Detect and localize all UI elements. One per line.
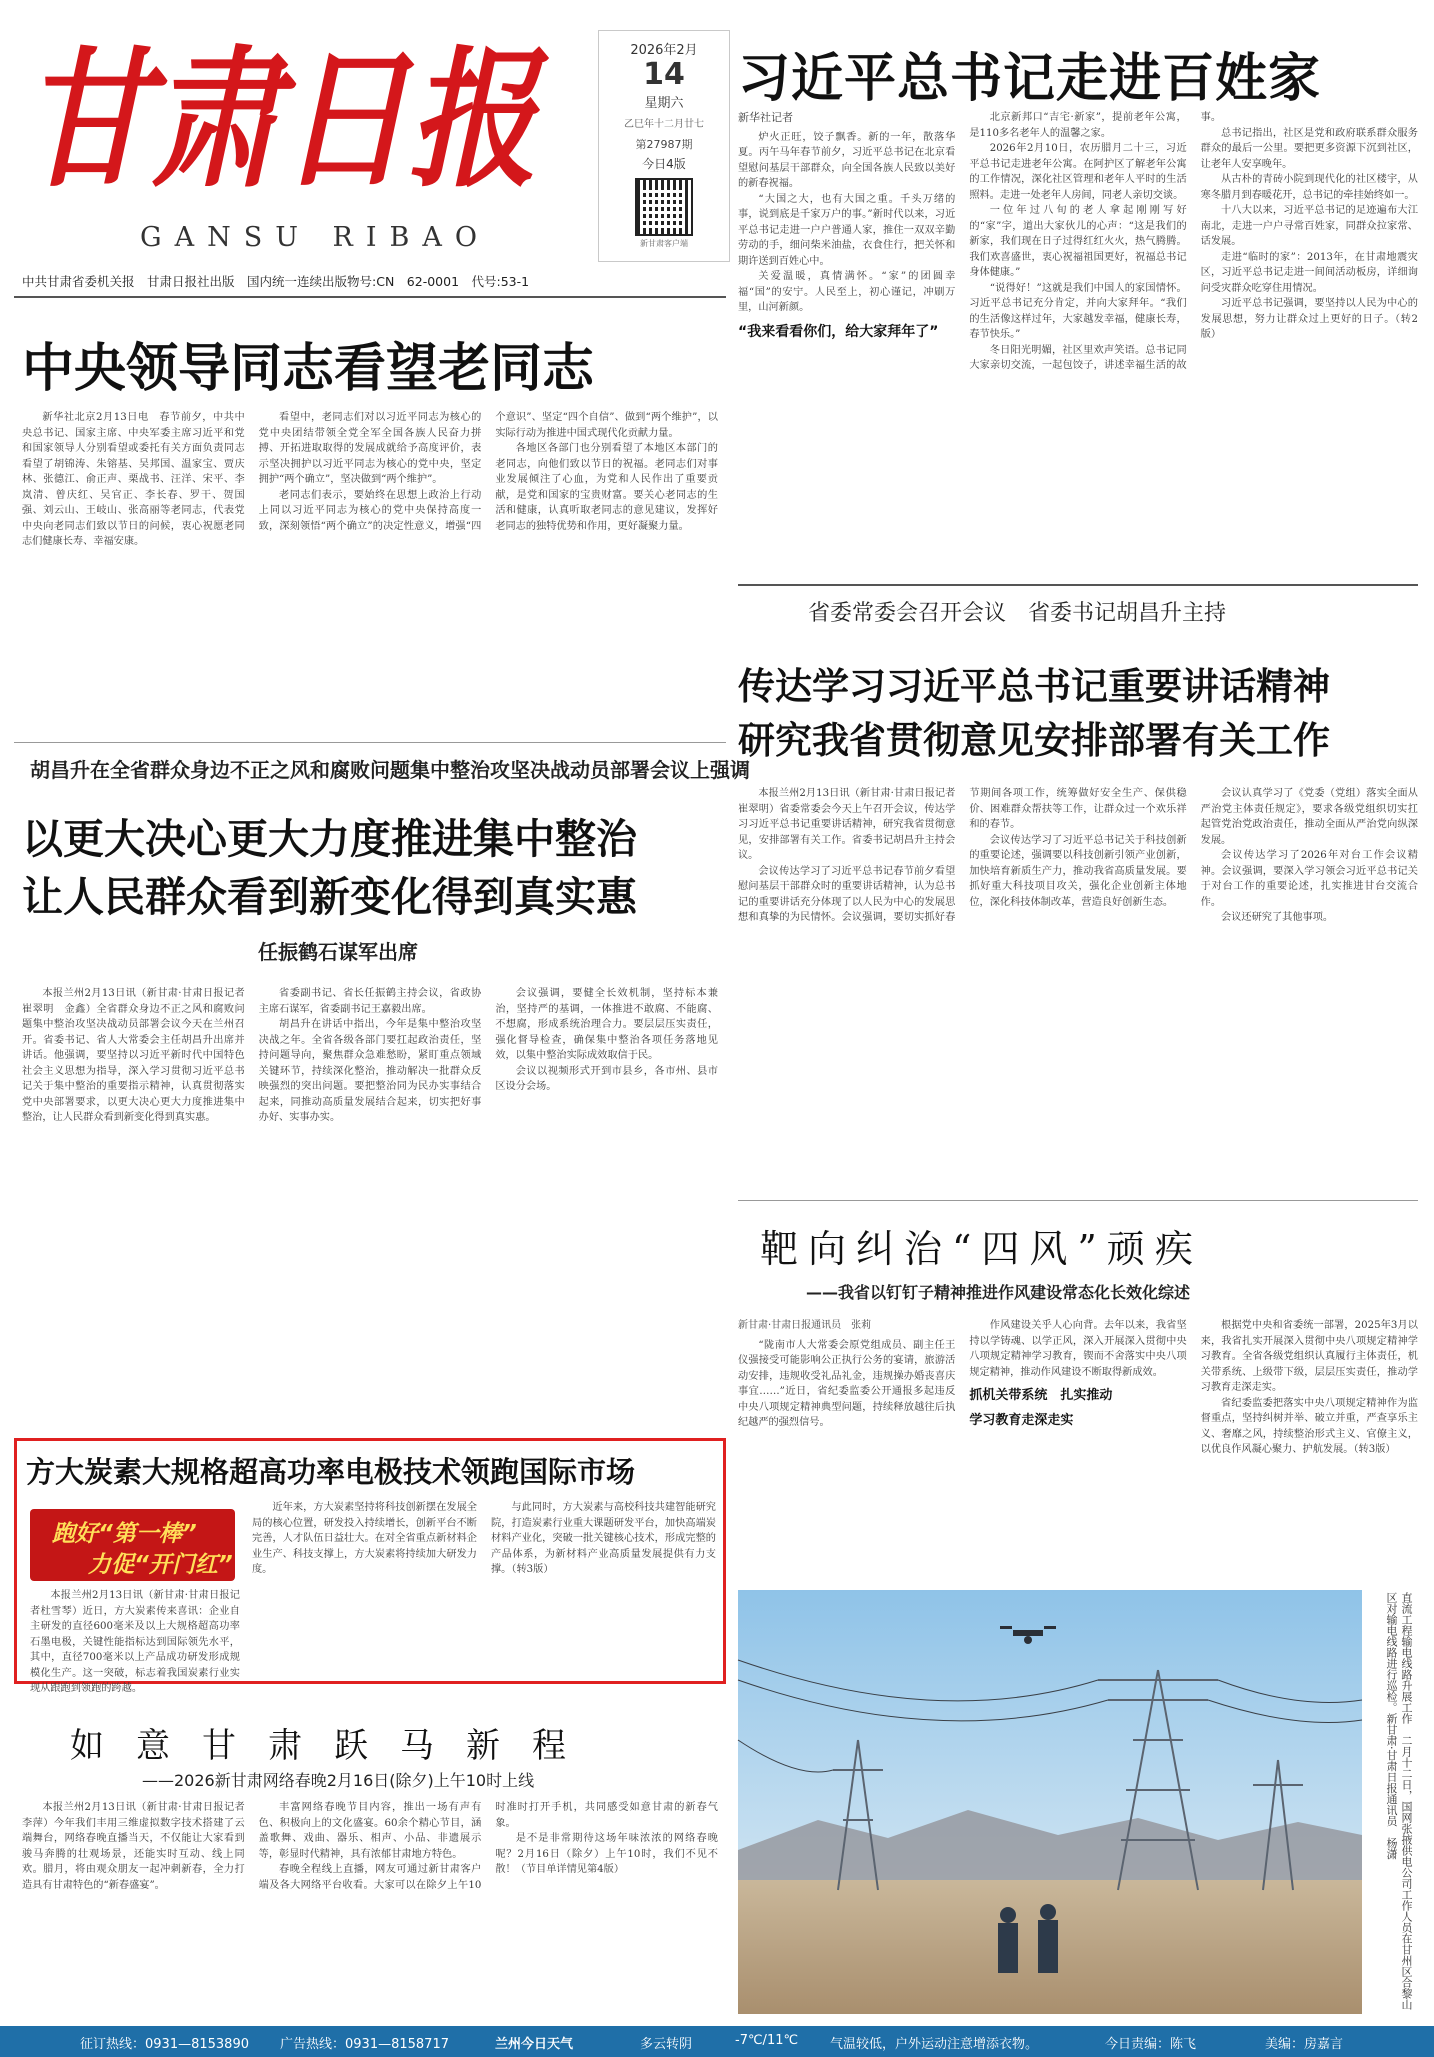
paragraph: 会议传达学习了2026年对台工作会议精神。会议强调，要深入学习领会习近平总书记关于对台工作的重要论述，扎实推进甘台交流合作。 — [1200, 850, 1418, 908]
lead-right-body — [738, 110, 1418, 576]
paragraph: 一位年过八旬的老人拿起刚刚写好的“家”字，道出大家伙儿的心声：“这是我们的新家，我们现在日子过得红红火火，热气腾腾。我们欢喜盛世，衷心祝福祖国更好，祝福总书记身体健康。” — [969, 205, 1187, 278]
page-count: 今日4版 — [642, 157, 686, 171]
divider — [738, 584, 1418, 586]
paragraph: 总书记指出，社区是党和政府联系群众服务群众的最后一公里。要把更多资源下沉到社区，让老年人安享晚年。 — [1200, 127, 1418, 170]
masthead-info-bar: 中共甘肃省委机关报 甘肃日报社出版 国内统一连续出版物号:CN 62-0001 代号:53-1 — [22, 274, 530, 289]
paragraph: 2026年2月10日，农历腊月二十三，习近平总书记走进老年公寓。在阿护区了解老年公寓的工作情况，深化社区管理和老年人平时的生活照料。走进一处老年人房间，同老人亲切交谈。 — [969, 143, 1187, 201]
divider — [14, 742, 726, 743]
logo-text: 甘肃日报 — [22, 32, 550, 208]
paragraph: 丰富网络春晚节目内容，推出一场有声有色、积极向上的文化盛宴。60余个精心节目，涵盖歌舞、戏曲、器乐、相声、小品、非遗展示等，彰显时代精神，具有浓郁甘肃地方特色。 — [258, 1802, 482, 1860]
paragraph: “大国之大，也有大国之重。千头万绪的事，说到底是千家万户的事。”新时代以来，习近平总书记走进一户户普通人家，推住一双双辛勤劳动的手，细问柴米油盐，衣食住行，把关怀和期许送到百姓心中。 — [738, 193, 956, 267]
paragraph: 习近平总书记强调，要坚持以人民为中心的发展思想，努力让群众过上更好的日子。（转2版） — [1200, 298, 1418, 340]
paragraph: 炉火正旺，饺子飘香。新的一年，散落华夏。丙午马年春节前夕，习近平总书记在北京看望慰问基层干部群众，向全国各族人民致以美好的新春祝福。 — [738, 131, 956, 189]
paragraph: 会议认真学习了《党委（党组）落实全面从严治党主体责任规定》，要求各级党组织切实扛起管党治党政治责任，推动全面从严治党向纵深发展。 — [1200, 788, 1418, 846]
paragraph: 会议传达学习了习近平总书记春节前夕看望慰问基层干部群众时的重要讲话精神，认为总书记的重要讲话充分体现了以人民为中心的发展思想和真挚的为民情怀。会议强调，要切实抓好春节期间各项工作，统筹做好安全生产、保供稳价、困难群众帮扶等工作，让群众过一个欢乐祥和的春节。 — [738, 788, 1187, 923]
paragraph: 会议强调，要健全长效机制，坚持标本兼治，坚持严的基调，一体推进不敢腐、不能腐、不想腐，形成系统治理合力。要层层压实责任，强化督导检查，确保集中整治各项任务落地见效，以集中整治实际成效取信于民。 — [495, 988, 718, 1061]
qr-label: 新甘肃客户端 — [640, 239, 688, 248]
central-kicker: 胡昌升在全省群众身边不正之风和腐败问题集中整治攻坚决战动员部署会议上强调 — [30, 758, 750, 782]
paragraph: 近年来，方大炭素坚持将科技创新摆在发展全局的核心位置，研发投入持续增长，创新平台不断完善，人才队伍日益壮大。在对全省重点新材料企业生产、科技支撑上，方大炭素将持续加大研发力度。 — [252, 1502, 477, 1575]
paragraph: 会议传达学习了习近平总书记关于科技创新的重要论述，强调要以科技创新引领产业创新，加快培育新质生产力，推动我省高质量发展。要抓好重大科技项目攻关，强化企业创新主体地位，深化科技体制改革，营造良好创新生态。 — [969, 834, 1187, 908]
paragraph: 省纪委监委把落实中央八项规定精神作为监督重点，坚持纠树并举、破立并重，严查享乐主义、奢靡之风，持续整治形式主义、官僚主义，以优良作风凝心聚力、护航发展。（转3版） — [1200, 1397, 1418, 1455]
paragraph: 关爱温暖，真情满怀。“家”的团圆幸福“国”的安宁。人民至上，初心谨记，冲刷万里，山河新颜。 — [738, 271, 956, 313]
footer-editor: 今日责编：陈飞 — [1105, 2037, 1197, 2052]
paragraph: 与此同时，方大炭素与高校科技共建智能研究院，打造炭素行业重大课题研发平台，加快高端炭材料产业化，突破一批关键核心技术，形成完整的产品体系，为新材料产业高质量发展提供有力支撑。（转3版） — [491, 1502, 716, 1575]
paragraph: “陇南市人大常委会原党组成员、副主任王仪强接受可能影响公正执行公务的宴请，旅游活动安排，违规收受礼品礼金，违规操办婚丧喜庆事宜……”近日，省纪委监委公开通报多起违反中央八项规定精神典型问题，持续释放越往后执纪越严的强烈信号。 — [738, 1339, 956, 1428]
badge-line-1: 跑好“第一棒” — [52, 1521, 197, 1547]
fourwinds-inset-2: 学习教育走深走实 — [969, 1413, 1074, 1428]
footer-tip: 气温较低，户外运动注意增添衣物。 — [830, 2037, 1039, 2052]
footer-temp: -7℃/11℃ — [735, 2033, 799, 2048]
paragraph: 北京新邦口“吉宅·新家”，提前老年公寓，是110多名老年人的温馨之家。 — [969, 112, 1187, 139]
footer-design: 美编：房嘉言 — [1265, 2037, 1344, 2052]
paragraph: “说得好！”这就是我们中国人的家国情怀。习近平总书记充分肯定，并向大家拜年。“我们的生活像这样过年，大家越发幸福，健康长寿，春节快乐。” — [969, 282, 1187, 340]
paragraph: 胡昌升在讲话中指出，今年是集中整治攻坚决战之年。全省各级各部门要扛起政治责任，坚持问题导向，聚焦群众急难愁盼，紧盯重点领域关键环节，持续深化整治，推动解决一批群众反映强烈的突出问题。要把整治同为民办实事结合起来，同推动高质量发展结合起来，切实把好事办好、实事办实。 — [258, 1019, 482, 1123]
paragraph: 本报兰州2月13日讯（新甘肃·甘肃日报记者李萍）今年我们丰用三维虚拟数字技术搭建了云端舞台，网络春晚直播当天，不仅能让大家看到骏马奔腾的壮观场景，还能实时互动、线上同欢。腊月，将由观众朋友一起冲刺新春，全力打造具有甘肃特色的“新春盛宴”。 — [22, 1802, 245, 1891]
footer-hotline: 征订热线：0931—8153890 — [80, 2037, 249, 2052]
newspaper-logo-icon — [22, 22, 550, 208]
committee-headline-1: 传达学习习近平总书记重要讲话精神 — [738, 665, 1330, 708]
footer-ad: 广告热线：0931—8158717 — [280, 2037, 449, 2052]
date-box — [598, 30, 730, 262]
footer-bar — [0, 2026, 1434, 2057]
fourwinds-body — [738, 1318, 1418, 1580]
committee-kicker: 省委常委会召开会议 省委书记胡昌升主持 — [808, 601, 1227, 626]
footer-weather-label: 兰州今日天气 — [495, 2037, 574, 2052]
central-subhead: 任振鹤石谋军出席 — [258, 940, 418, 964]
fourwinds-subhead: ——我省以钉钉子精神推进作风建设常态化长效化综述 — [806, 1283, 1191, 1302]
paragraph: 冬日阳光明媚，社区里欢声笑语。总书记同大家亲切交流，一起包饺子，讲述幸福生活的故事。 — [969, 112, 1222, 371]
paragraph: 新华社北京2月13日电 春节前夕，中共中央总书记、国家主席、中央军委主席习近平和党和国家领导人分别看望或委托有关方面负责同志看望了胡锦涛、朱镕基、吴邦国、温家宝、贾庆林、张德江、俞正声、栗战书、汪洋、宋平、李岚清、曾庆红、吴官正、李长春、罗干、贺国强、刘云山、王岐山、张高丽等老同志，代表党中央向老同志们致以节日的问候，衷心祝愿老同志们健康长寿、幸福安康。 — [22, 412, 245, 547]
paragraph: 会议以视频形式开到市县乡，各市州、县市区设分会场。 — [495, 1065, 718, 1092]
lead-left-body — [22, 410, 718, 710]
date-lunar: 乙巳年十二月廿七 — [624, 119, 704, 130]
power-line-photo-icon — [738, 1590, 1362, 2014]
first-baton-badge — [30, 1509, 235, 1581]
paragraph: 会议还研究了其他事项。 — [1221, 912, 1334, 923]
lead-right-headline: 习近平总书记走进百姓家 — [738, 49, 1322, 109]
paragraph: 省委副书记、省长任振鹤主持会议，省政协主席石谋军，省委副书记王嘉毅出席。 — [258, 988, 482, 1015]
paragraph: 走进“临时的家”：2013年，在甘肃地震灾区，习近平总书记走进一间间活动板房，详细询问受灾群众吃穿住用情况。 — [1200, 251, 1418, 294]
date-year-month: 2026年2月 — [630, 43, 698, 58]
carbon-body-lead — [30, 1588, 240, 1694]
central-headline-2: 让人民群众看到新变化得到真实惠 — [22, 873, 637, 921]
lead-right-byline: 新华社记者 — [738, 111, 793, 124]
carbon-body — [252, 1500, 716, 1676]
fourwinds-headline: 靶向纠治“四风”顽疾 — [760, 1227, 1203, 1271]
qr-code-icon[interactable] — [635, 178, 693, 236]
footer-weather: 多云转阴 — [640, 2037, 693, 2052]
date-weekday: 星期六 — [644, 96, 684, 111]
paragraph: 本报兰州2月13日讯（新甘肃·甘肃日报记者崔翠明 金鑫）全省群众身边不正之风和腐败问题集中整治攻坚决战动员部署会议今天在兰州召开。省委书记、省人大常委会主任胡昌升出席并讲话。他强调，要坚持以习近平新时代中国特色社会主义思想为指导，深入学习贯彻习近平总书记关于集中整治的重要指示精神，认真贯彻落实党中央部署要求，以更大决心更大力度推进集中整治，让人民群众看到新变化得到真实惠。 — [22, 988, 245, 1123]
lead-left-headline: 中央领导同志看望老同志 — [22, 339, 595, 399]
lead-right-subhead: “我来看看你们，给大家拜年了” — [738, 323, 939, 340]
paragraph: 老同志们表示，要始终在思想上政治上行动上同以习近平同志为核心的党中央保持高度一致，深刻领悟“两个确立”的决定性意义，增强“四个意识”、坚定“四个自信”、做到“两个维护”，以实际行动为推进中国式现代化贡献力量。 — [258, 412, 718, 532]
committee-headline-2: 研究我省贯彻意见安排部署有关工作 — [738, 719, 1330, 762]
gala-subhead: ——2026新甘肃网络春晚2月16日(除夕)上午10时上线 — [142, 1771, 535, 1790]
fourwinds-byline: 新甘肃·甘肃日报通讯员 张莉 — [738, 1320, 872, 1331]
power-line-photo — [738, 1590, 1362, 2014]
paragraph: 是不是非常期待这场年味浓浓的网络春晚呢？2月16日（除夕）上午10时，我们不见不散！（节目单详情见第4版） — [495, 1833, 718, 1875]
central-headline-1: 以更大决心更大力度推进集中整治 — [22, 815, 637, 863]
masthead-pinyin: GANSU RIBAO — [140, 222, 490, 253]
gala-body — [22, 1800, 718, 2020]
paragraph: 本报兰州2月13日讯（新甘肃·甘肃日报记者崔翠明）省委常委会今天上午召开会议，传达学习习近平总书记重要讲话精神，研究我省贯彻意见，安排部署有关工作。省委书记胡昌升主持会议。 — [738, 788, 956, 861]
photo-caption: 直流工程输电线路升展工作 二月十二日，国网张掖供电公司工作人员在甘州区合黎山区对输电线路进行巡检。新甘肃·甘肃日报通讯员 杨潇 — [1385, 1592, 1413, 2010]
carbon-headline: 方大炭素大规格超高功率电极技术领跑国际市场 — [26, 1455, 636, 1489]
masthead-divider — [14, 296, 726, 298]
paragraph: 看望中，老同志们对以习近平同志为核心的党中央团结带领全党全军全国各族人民奋力拼搏、开拓进取取得的发展成就给予高度评价，表示坚决拥护以习近平同志为核心的党中央，坚定拥护“两个确立”，坚决做到“两个维护”。 — [258, 412, 482, 485]
paragraph: 本报兰州2月13日讯（新甘肃·甘肃日报记者杜雪琴）近日，方大炭素传来喜讯：企业自主研发的直径600毫米及以上大规格超高功率石墨电极，关键性能指标达到国际领先水平，其中，直径700毫米以上产品成功研发形成规模化生产。这一突破，标志着我国炭素行业实现从跟跑到领跑的跨越。 — [30, 1590, 240, 1694]
paragraph: 各地区各部门也分别看望了本地区本部门的老同志，向他们致以节日的祝福。老同志们对事业发展倾注了心血，为党和人民作出了重要贡献，是党和国家的宝贵财富。要关心老同志的生活和健康，认真听取老同志的意见建议，发挥好老同志的独特优势和作用，更好凝聚力量。 — [495, 443, 718, 532]
masthead-logo — [22, 22, 550, 253]
paragraph: 作风建设关乎人心向背。去年以来，我省坚持以学铸魂、以学正风，深入开展深入贯彻中央八项规定精神学习教育，锲而不舍落实中央八项规定精神，推动作风建设不断取得新成效。 — [969, 1320, 1187, 1378]
gala-headline: 如意甘肃跃马新程 — [70, 1726, 598, 1766]
paragraph: 十八大以来，习近平总书记的足迹遍布大江南北，走进一户户寻常百姓家，同群众拉家常、话发展。 — [1200, 205, 1418, 247]
paragraph: 春晚全程线上直播，网友可通过新甘肃客户端及各大网络平台收看。大家可以在除夕上午10时准时打开手机，共同感受如意甘肃的新春气象。 — [258, 1802, 718, 1891]
date-day: 14 — [643, 57, 685, 92]
fourwinds-inset-1: 抓机关带系统 扎实推动 — [969, 1388, 1113, 1403]
issue-number: 第27987期 — [635, 138, 693, 151]
badge-line-2: 力促“开门红” — [88, 1552, 233, 1578]
committee-body — [738, 786, 1418, 1188]
paragraph: 根据党中央和省委统一部署，2025年3月以来，我省扎实开展深入贯彻中央八项规定精神学习教育。全省各级党组织认真履行主体责任，机关带系统、上级带下级，层层压实责任，推动学习教育走深走实。 — [1200, 1320, 1418, 1393]
divider — [738, 1200, 1418, 1201]
paragraph: 从古朴的青砖小院到现代化的社区楼宇，从寒冬腊月到春暖花开，总书记的牵挂始终如一。 — [1200, 174, 1418, 201]
central-body — [22, 986, 718, 1424]
